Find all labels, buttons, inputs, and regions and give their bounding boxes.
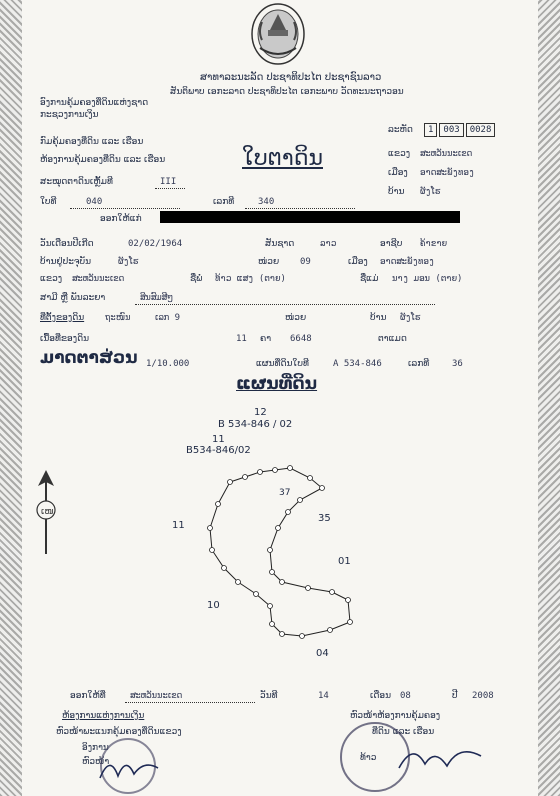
mother-value: ນາງ ມອນ (ຕາຍ)	[392, 274, 463, 284]
code-label: ລະຫັດ	[388, 125, 413, 135]
land-road: ເລກ 9	[155, 313, 181, 323]
dotted-line	[135, 303, 435, 305]
year-label: ປີ	[452, 691, 458, 701]
spouse-label: ສາມີ ຫຼື ພັນລະຍາ	[40, 293, 106, 303]
land-parcel-plot	[190, 460, 370, 650]
right-signatory-2: ທີ່ດິນ ແລະ ເຮືອນ	[372, 727, 435, 737]
village-label: ບ້ານ	[388, 187, 405, 197]
left-signatory-2: ຫົວໜ້າພະແນກຄຸ້ມຄອງທີ່ດິນແຂວງ	[56, 727, 182, 737]
left-signatory-4: ຫົວໜ້າ	[82, 757, 110, 767]
map-number-label: ເລກທີ	[408, 359, 430, 369]
map-label-04: 04	[316, 648, 329, 659]
occupation-label: ອາຊີບ	[380, 239, 403, 249]
north-arrow-icon	[32, 468, 60, 558]
document-title: ໃບຕາດິນ	[242, 146, 323, 171]
area-label: ເນື້ອທີ່ຂອງດິນ	[40, 334, 90, 344]
national-emblem-icon	[250, 2, 306, 66]
code-boxes	[424, 123, 497, 137]
issuer-line2: ກະຊວງການເງິນ	[40, 110, 99, 120]
map-label-37: 37	[279, 488, 291, 498]
map-label-11-left: 11	[172, 520, 185, 531]
svg-text:ເໜ: ເໜ	[41, 507, 54, 517]
land-village-label: ບ້ານ	[370, 313, 387, 323]
dotted-line	[125, 701, 255, 703]
nationality-value: ລາວ	[320, 239, 337, 249]
sheet-label: ໃບທີ	[40, 197, 57, 207]
land-village: ຜັງໂຮ	[400, 313, 421, 323]
area-hectare: 11	[236, 334, 247, 344]
spouse-value: ສິນສົມສີໆ	[140, 293, 174, 303]
number-value: 340	[258, 197, 275, 207]
map-label-12: 12	[254, 407, 267, 418]
dotted-line	[155, 187, 185, 189]
unit-label: ໜ່ວຍ	[258, 257, 280, 267]
volume-number: III	[160, 177, 177, 187]
address-city-label: ເມືອງ	[348, 257, 368, 267]
dotted-line	[70, 207, 180, 209]
dotted-line	[245, 207, 355, 209]
land-location-label: ທີ່ຕັ້ງຂອງດິນ	[40, 313, 85, 323]
map-label-parcel-top: B 534-846 / 02	[218, 419, 293, 430]
province-label: ແຂວງ	[388, 149, 411, 159]
number-label: ເລກທີ	[213, 197, 235, 207]
issuer-line5: ສະໝຸດຕາດິນເຫຼັ້ມທີ	[40, 177, 113, 187]
address-province: ສະຫວັນນະເຂດ	[72, 274, 125, 284]
unit-value: 09	[300, 257, 311, 267]
land-location-road-label: ຖະໜົນ	[105, 313, 131, 323]
left-signature	[96, 748, 166, 788]
father-value: ທ້າວ ແສງ (ຕາຍ)	[215, 274, 286, 284]
day-value: 14	[318, 691, 329, 701]
issued-to-label: ອອກໃຫ້ແກ່	[100, 214, 142, 224]
city-label: ເມືອງ	[388, 168, 408, 178]
issued-at-label: ອອກໃຫ້ທີ່	[70, 691, 106, 701]
dob-value: 02/02/1964	[128, 239, 183, 249]
map-sheet-label: ແຜນທີ່ດິນໃບທີ	[256, 359, 309, 369]
month-value: 08	[400, 691, 411, 701]
code-box-3: 0028	[466, 123, 496, 137]
issued-at-value: ສະຫວັນນະເຂດ	[130, 691, 183, 701]
occupation-value: ຄ້າຂາຍ	[420, 239, 448, 249]
map-label-11-top: 11	[212, 434, 225, 445]
year-value: 2008	[472, 691, 494, 701]
right-signatory-3: ທ້າວ	[360, 753, 377, 763]
area-are: 6648	[290, 334, 312, 344]
header-motto: ສັນຕິພາບ ເອກະລາດ ປະຊາທິປະໄຕ ເອກະພາບ ວັດທະນະຖາວອນ	[170, 87, 404, 97]
map-label-35: 35	[318, 513, 331, 524]
header-republic: ສາທາລະນະລັດ ປະຊາທິປະໄຕ ປະຊາຊົນລາວ	[200, 72, 382, 83]
dob-label: ວັນເດືອນປີເກີດ	[40, 239, 94, 249]
address-city: ອາດສະພັງທອງ	[380, 257, 435, 267]
right-ornamental-border	[538, 0, 560, 796]
city-value: ອາດສະພັງທອງ	[420, 168, 475, 178]
day-label: ວັນທີ	[260, 691, 278, 701]
area-unit: ຕາແມດ	[378, 334, 407, 344]
map-label-parcel-2: B534-846/02	[186, 445, 251, 456]
map-label-10: 10	[207, 600, 220, 611]
mother-label: ຊື່ແມ່	[360, 274, 379, 284]
month-label: ເດືອນ	[370, 691, 392, 701]
scale-label: ມາດຕາສ່ວນ	[40, 348, 138, 368]
father-label: ຊື່ພໍ່	[190, 274, 203, 284]
village-value: ຜັງໂຮ	[420, 187, 441, 197]
map-label-01: 01	[338, 556, 351, 567]
address-province-label: ແຂວງ	[40, 274, 63, 284]
map-sheet-value: A 534-846	[333, 359, 382, 369]
left-ornamental-border	[0, 0, 22, 796]
province-value: ສະຫວັນນະເຂດ	[420, 149, 473, 159]
land-unit-label: ໜ່ວຍ	[285, 313, 307, 323]
issuer-line1: ອົງການຄຸ້ມຄອງທີ່ດິນແຫ່ງຊາດ	[40, 98, 149, 108]
issuer-line4: ຫ້ອງການຄຸ້ມຄອງທີ່ດິນ ແລະ ເຮືອນ	[40, 155, 166, 165]
area-are-label: ຄາ	[260, 334, 272, 344]
address-label: ບ້ານຢູ່ປະຈຸບັນ	[40, 257, 92, 267]
map-number-value: 36	[452, 359, 463, 369]
map-title: ແຜນທີ່ດິນ	[236, 374, 318, 394]
left-signatory-3: ອິງການ	[82, 743, 109, 753]
sheet-number: 040	[86, 197, 103, 207]
nationality-label: ສັນຊາດ	[265, 239, 295, 249]
right-signatory-1: ຫົວໜ້າຫ້ອງການຄຸ້ມຄອງ	[350, 711, 441, 721]
right-signature	[395, 738, 485, 782]
issuer-line3: ກົມຄຸ້ມຄອງທີ່ດິນ ແລະ ເຮືອນ	[40, 137, 144, 147]
scale-value: 1/10.000	[146, 359, 190, 369]
code-box-1: 1	[424, 123, 437, 137]
address-village: ຜັງໂຮ	[118, 257, 139, 267]
redacted-name	[160, 211, 460, 223]
code-box-2: 003	[439, 123, 463, 137]
left-signatory-1: ຫ້ອງການແຫ່ງການເງິນ	[62, 711, 145, 721]
